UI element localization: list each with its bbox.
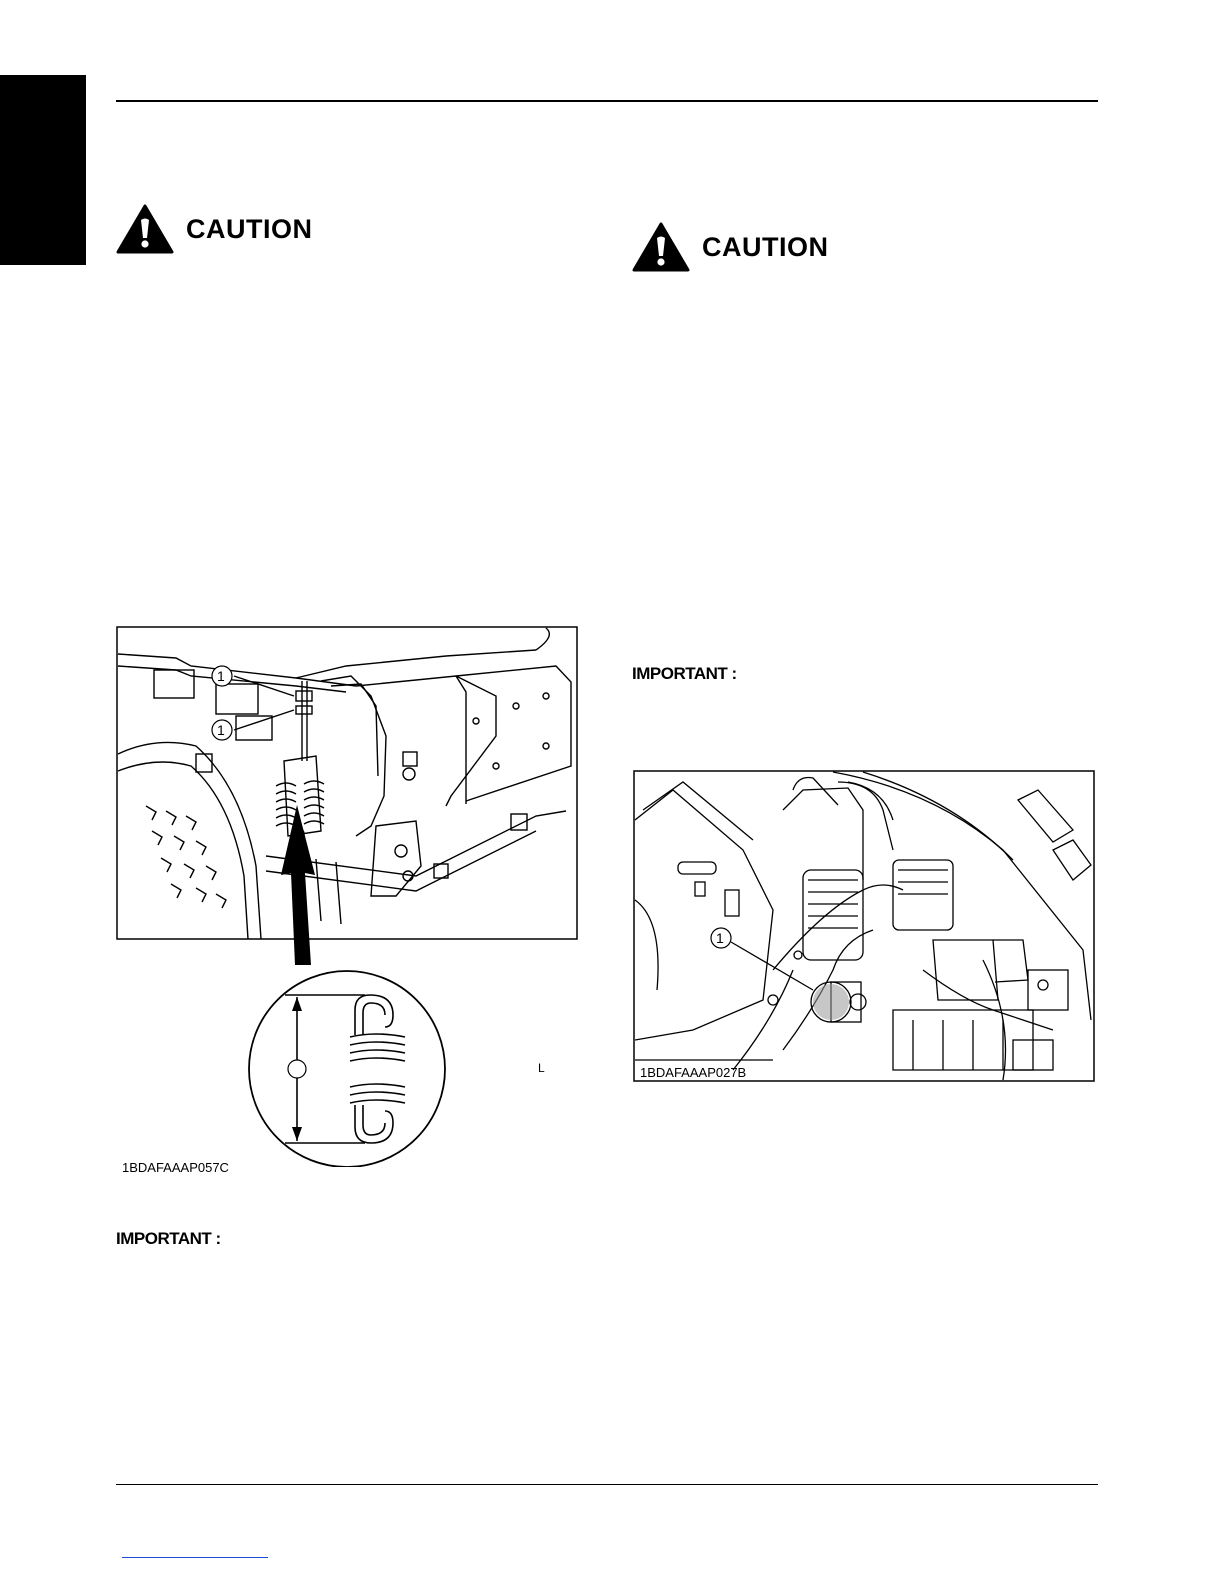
callout-1-label: 1 — [716, 930, 724, 946]
arrow-up-icon — [281, 805, 315, 965]
warning-triangle-icon — [632, 222, 690, 272]
callout-1b-label: 1 — [217, 722, 225, 738]
warning-triangle-icon — [116, 204, 174, 254]
spring-detail — [245, 805, 545, 1167]
section-tab — [0, 75, 86, 265]
right-figure — [633, 770, 1095, 1082]
footer-rule — [116, 1484, 1098, 1485]
right-figure-code: 1BDAFAAAP027B — [640, 1065, 747, 1080]
left-important-label: IMPORTANT : — [116, 1229, 221, 1248]
callout-L-label: L — [538, 1061, 545, 1075]
left-caution-heading — [116, 204, 313, 254]
right-caution-heading — [632, 222, 829, 272]
engine-filter-illustration — [633, 770, 1095, 1082]
callout-1a-label: 1 — [217, 668, 225, 684]
caution-label: CAUTION — [186, 213, 313, 244]
header-rule — [116, 100, 1098, 102]
left-figure-code: 1BDAFAAAP057C — [122, 1160, 229, 1175]
spring-length-detail — [245, 805, 455, 1167]
footer-link-underline[interactable] — [122, 1557, 268, 1558]
right-important-label: IMPORTANT : — [632, 664, 737, 683]
caution-label: CAUTION — [702, 231, 829, 262]
